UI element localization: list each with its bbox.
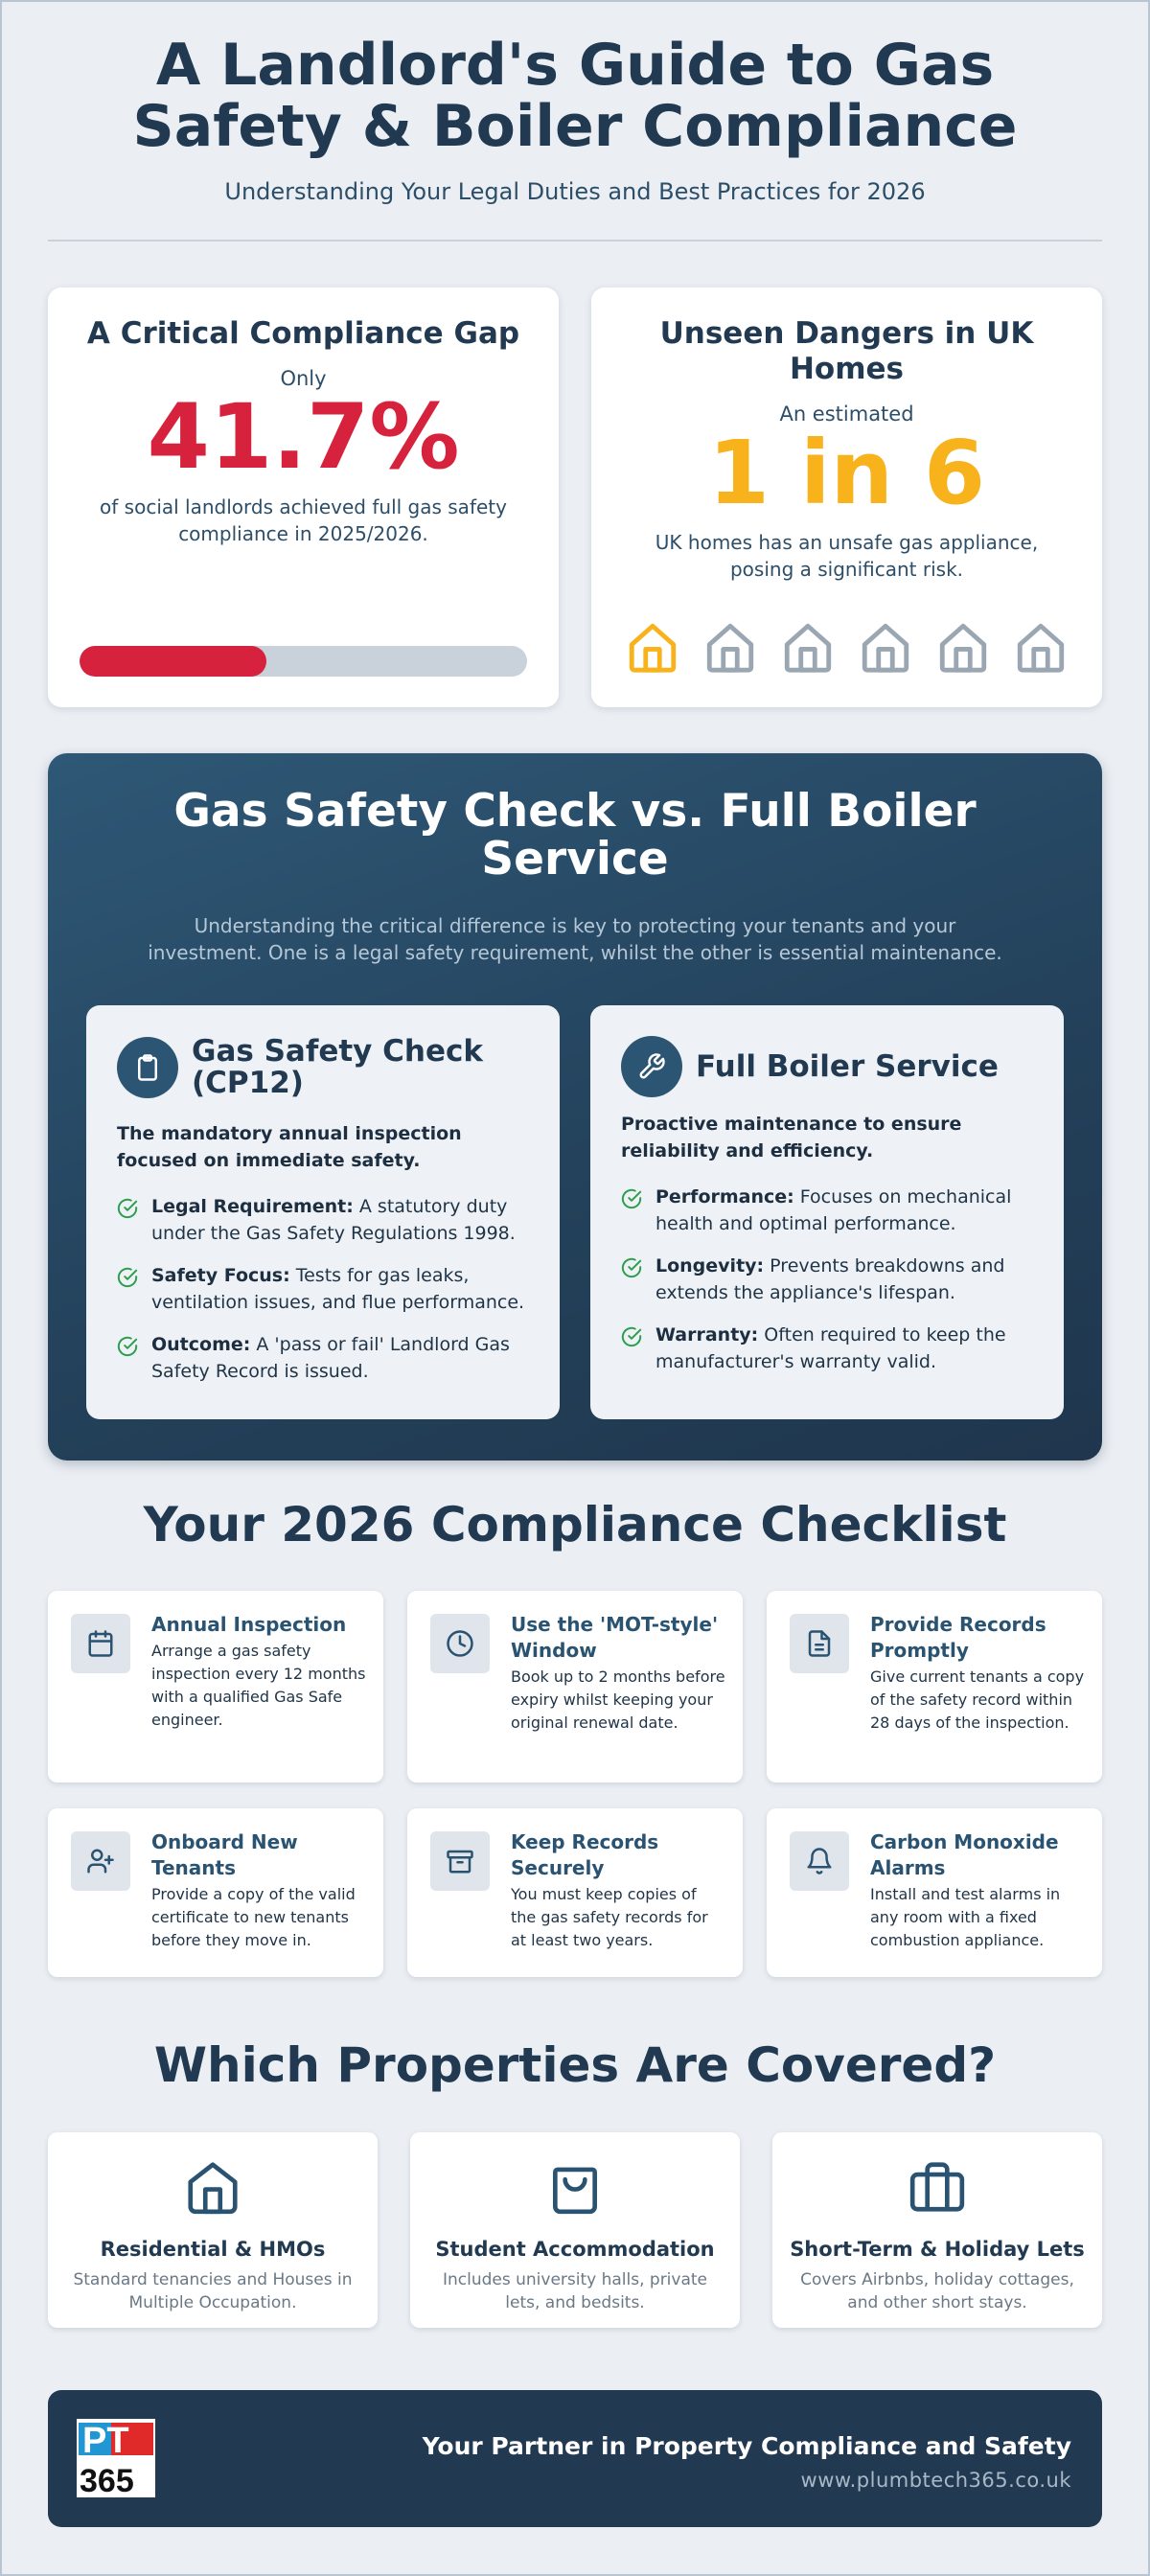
properties-title: Which Properties Are Covered?: [153, 2037, 997, 2093]
checklist-card-title: Provide Records Promptly: [870, 1613, 1046, 1662]
gas-safety-check-list: [117, 1193, 531, 1400]
house-icon: [625, 619, 680, 677]
boiler-service-title: Full Boiler Service: [696, 1048, 999, 1084]
user-plus-icon: [71, 1831, 130, 1891]
logo-365-text: 365: [80, 2463, 134, 2497]
check-circle-icon: [117, 1267, 138, 1296]
checklist-card-title: Annual Inspection: [151, 1613, 347, 1636]
gas-safety-item-detail: A statutory duty under the Gas Safety Regulations 1998.: [151, 1196, 516, 1244]
house-icon: [858, 619, 913, 677]
checklist-card-text: [151, 1829, 366, 1952]
check-circle-icon: [117, 1336, 138, 1365]
gas-safety-item-label: Outcome:: [151, 1334, 251, 1355]
boiler-service-item-detail: Focuses on mechanical health and optimal performance.: [656, 1186, 1012, 1234]
gas-safety-item-label: Legal Requirement:: [151, 1196, 354, 1217]
compliance-progress-bar: [80, 646, 527, 677]
clipboard-icon: [117, 1037, 178, 1098]
property-card-title: Short-Term & Holiday Lets: [790, 2238, 1085, 2261]
boiler-service-item-detail: Often required to keep the manufacturer's warranty valid.: [656, 1324, 1006, 1372]
title-line-2: Safety & Boiler Compliance: [132, 93, 1018, 160]
calendar-icon: [71, 1614, 130, 1673]
compliance-gap-title: A Critical Compliance Gap: [86, 316, 520, 351]
checklist-card-description: Install and test alarms in any room with a fixed combustion appliance.: [870, 1885, 1061, 1949]
checklist-card: [48, 1591, 383, 1782]
boiler-service-item: [621, 1253, 1035, 1306]
bell-icon: [790, 1831, 849, 1891]
page-subtitle: Understanding Your Legal Duties and Best Practices for 2026: [224, 178, 926, 205]
checklist-title: Your 2026 Compliance Checklist: [143, 1497, 1007, 1552]
checklist-card-description: You must keep copies of the gas safety records for at least two years.: [511, 1885, 708, 1949]
clock-icon: [430, 1614, 490, 1673]
checklist-card-text: [511, 1612, 725, 1735]
checklist-card-title: Keep Records Securely: [511, 1830, 659, 1879]
page-header: [48, 34, 1102, 205]
checklist-card-text: [870, 1612, 1085, 1735]
boiler-service-card: [590, 1005, 1064, 1419]
footer-url[interactable]: www.plumbtech365.co.uk: [800, 2469, 1071, 2492]
gas-safety-item-detail: Tests for gas leaks, ventilation issues, and flue performance.: [151, 1265, 525, 1313]
gas-safety-check-title: Gas Safety Check (CP12): [192, 1034, 484, 1100]
compliance-progress-fill: [80, 646, 266, 677]
boiler-service-item-text: [656, 1184, 1035, 1237]
header-divider: [48, 240, 1102, 242]
property-card: [410, 2132, 740, 2328]
plumbtech-logo: [77, 2419, 155, 2497]
gas-safety-item-text: [151, 1262, 531, 1316]
unseen-dangers-card: [591, 288, 1102, 707]
check-circle-icon: [621, 1188, 642, 1217]
gas-safety-item: [117, 1262, 531, 1316]
shopping-bag-icon: [545, 2157, 605, 2217]
checklist-card: [407, 1808, 743, 1977]
house-icon: [702, 619, 758, 677]
property-card-title: Residential & HMOs: [100, 2238, 326, 2261]
house-icon: [780, 619, 836, 677]
gas-safety-check-card: [86, 1005, 560, 1419]
comparison-intro: Understanding the critical difference is key to protecting your tenants and your investment. One is a legal safety requirement, whilst the other is essential maintenance.: [148, 914, 1002, 964]
logo-pt-text: PT: [82, 2421, 129, 2461]
checklist-card: [48, 1808, 383, 1977]
checklist-card: [407, 1591, 743, 1782]
boiler-service-item: [621, 1184, 1035, 1237]
property-card-description: Covers Airbnbs, holiday cottages, and other short stays.: [800, 2270, 1074, 2312]
gas-safety-item-text: [151, 1331, 531, 1385]
gas-safety-item-text: [151, 1193, 531, 1247]
checklist-card: [767, 1808, 1102, 1977]
checklist-card-title: Carbon Monoxide Alarms: [870, 1830, 1059, 1879]
checklist-card-text: [511, 1829, 725, 1952]
property-card-title: Student Accommodation: [435, 2238, 715, 2261]
page-title: [48, 32, 1102, 160]
footer-tagline: Your Partner in Property Compliance and Safety: [422, 2432, 1071, 2460]
home-icon: [183, 2157, 242, 2217]
compliance-gap-description: of social landlords achieved full gas safety compliance in 2025/2026.: [100, 495, 507, 545]
gas-safety-check-lead: The mandatory annual inspection focused on immediate safety.: [117, 1123, 462, 1171]
checklist-card-text: [870, 1829, 1085, 1952]
house-icon: [1013, 619, 1069, 677]
footer-banner: [48, 2390, 1102, 2527]
checklist-card-description: Book up to 2 months before expiry whilst keeping your original renewal date.: [511, 1668, 725, 1732]
boiler-service-item-text: [656, 1253, 1035, 1306]
unseen-dangers-value: 1 in 6: [707, 422, 986, 524]
checklist-card-description: Provide a copy of the valid certificate to new tenants before they move in.: [151, 1885, 356, 1949]
briefcase-icon: [908, 2157, 967, 2217]
boiler-service-item: [621, 1322, 1035, 1375]
gas-safety-item-detail: A 'pass or fail' Landlord Gas Safety Record is issued.: [151, 1334, 510, 1382]
check-circle-icon: [621, 1326, 642, 1355]
wrench-icon: [621, 1036, 682, 1097]
compliance-gap-value: 41.7%: [147, 385, 460, 490]
checklist-card-title: Use the 'MOT-style' Window: [511, 1613, 719, 1662]
gas-safety-item: [117, 1193, 531, 1247]
boiler-service-item-label: Longevity:: [656, 1255, 765, 1276]
boiler-service-lead: Proactive maintenance to ensure reliability and efficiency.: [621, 1114, 962, 1162]
property-card-description: Includes university halls, private lets, and bedsits.: [442, 2270, 708, 2312]
document-icon: [790, 1614, 849, 1673]
gas-safety-item-label: Safety Focus:: [151, 1265, 290, 1286]
boiler-service-item-label: Performance:: [656, 1186, 794, 1208]
check-circle-icon: [117, 1198, 138, 1227]
checklist-card-title: Onboard New Tenants: [151, 1830, 298, 1879]
check-circle-icon: [621, 1257, 642, 1286]
checklist-card-description: Arrange a gas safety inspection every 12 months with a qualified Gas Safe engineer.: [151, 1642, 366, 1729]
unseen-dangers-description: UK homes has an unsafe gas appliance, posing a significant risk.: [655, 531, 1039, 581]
checklist-card: [767, 1591, 1102, 1782]
house-icon-row: [591, 619, 1102, 677]
compliance-gap-card: [48, 288, 559, 707]
property-card-description: Standard tenancies and Houses in Multiple Occupation.: [73, 2270, 353, 2312]
unseen-dangers-pre: An estimated: [779, 402, 914, 426]
boiler-service-item-detail: Prevents breakdowns and extends the appliance's lifespan.: [656, 1255, 1005, 1303]
archive-icon: [430, 1831, 490, 1891]
unseen-dangers-title: Unseen Dangers in UK Homes: [659, 316, 1034, 386]
property-card: [48, 2132, 378, 2328]
property-card: [772, 2132, 1102, 2328]
gas-safety-item: [117, 1331, 531, 1385]
compliance-gap-pre: Only: [280, 367, 327, 390]
title-line-1: A Landlord's Guide to Gas: [155, 32, 995, 99]
house-icon: [935, 619, 991, 677]
boiler-service-item-label: Warranty:: [656, 1324, 759, 1346]
checklist-card-description: Give current tenants a copy of the safety record within 28 days of the inspection.: [870, 1668, 1085, 1732]
boiler-service-list: [621, 1184, 1035, 1391]
comparison-section: [48, 753, 1102, 1460]
checklist-card-text: [151, 1612, 366, 1732]
boiler-service-item-text: [656, 1322, 1035, 1375]
comparison-title: Gas Safety Check vs. Full Boiler Service: [173, 785, 977, 886]
